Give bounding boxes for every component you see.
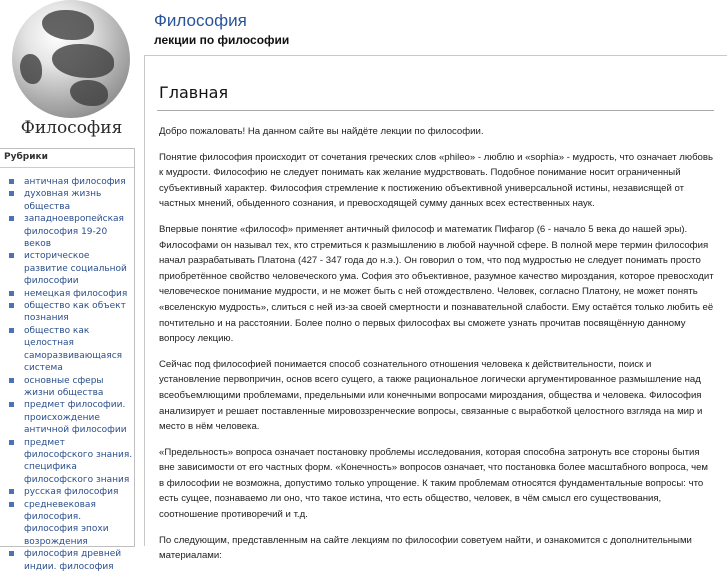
sidebar-item[interactable]: духовная жизнь общества — [0, 188, 134, 213]
sidebar-item[interactable]: предмет философского знания. специфика философского знания — [0, 437, 134, 487]
bullet-icon — [9, 440, 14, 445]
sidebar-item[interactable]: немецкая философия — [0, 288, 134, 300]
bullet-icon — [9, 253, 14, 258]
paragraph: Добро пожаловать! На данном сайте вы найдёте лекции по философии. — [159, 126, 484, 137]
sidebar-item[interactable]: основные сферы жизни общества — [0, 375, 134, 400]
sidebar-item[interactable]: философия древней индии. философия — [0, 548, 134, 573]
bullet-icon — [9, 502, 14, 507]
sidebar-item[interactable]: западноевропейская философия 19-20 веков — [0, 213, 134, 250]
bullet-icon — [9, 291, 14, 296]
site-title[interactable]: Философия — [154, 11, 247, 30]
logo-text: Философия — [20, 118, 123, 138]
main-content — [144, 55, 727, 562]
bullet-icon — [9, 489, 14, 494]
paragraph: Сейчас под философией понимается способ сознательного отношения человека к действительности, поиск и установление первопричин, основ всего сущего, а также рациональное логически аргументированное размышление над всеобъемлющими проблемами, предельными или конечными вопросами мироздания, общества и человека. Философия анализирует и решает поставленные мировоззренческие вопросы, связанные с выработкой целостного взгляда на мир и место в нём человека. — [159, 358, 703, 433]
article-text — [159, 124, 714, 574]
site-logo[interactable] — [0, 0, 143, 148]
sidebar-item[interactable]: средневековая философия. философия эпохи возрождения — [0, 499, 134, 549]
page-title: Главная — [159, 83, 229, 102]
globe-puzzle-icon — [12, 0, 130, 118]
sidebar-item[interactable]: предмет философии. происхождение античной философии — [0, 399, 134, 436]
bullet-icon — [9, 378, 14, 383]
sidebar-list — [0, 168, 134, 573]
sidebar-item[interactable]: историческое развитие социальной философии — [0, 250, 134, 287]
bullet-icon — [9, 402, 14, 407]
bullet-icon — [9, 179, 14, 184]
sidebar — [0, 148, 135, 572]
bullet-icon — [9, 303, 14, 308]
sidebar-item[interactable]: античная философия — [0, 176, 134, 188]
sidebar-heading: Рубрики — [0, 149, 134, 168]
sidebar-item[interactable]: общество как целостная саморазвивающаяся система — [0, 325, 134, 375]
paragraph: «Предельность» вопроса означает постановку проблемы исследования, которая способна затронуть все стороны бытия вне зависимости от его частных форм. «Конечность» вопросов означает, что постановка более масштабного вопроса, чем в философии не возможна, допустимо только упрощение. К таким проблемам относятся фундаментальные вопросы: что есть сущее, познаваемо ли оно, что такое истина, что есть общество, человек, в чём смысл его существования, соотношение противоречий и т.д. — [159, 446, 708, 521]
bullet-icon — [9, 216, 14, 221]
title-divider — [157, 110, 714, 111]
paragraph: По следующим, представленным на сайте лекциям по философии советуем найти, и ознакомится с дополнительными материалами: — [159, 534, 692, 562]
bullet-icon — [9, 551, 14, 556]
site-subtitle: лекции по философии — [154, 33, 290, 47]
paragraph: Впервые понятие «философ» применяет античный философ и математик Пифагор (6 - начало 5 века до нашей эры). Философами он называл тех, кто стремиться к размышлению в любой научной сфере. В полной мере термин философия начал разрабатывать Платона (427 - 347 года до н.э.). Он говорил о том, что под мудростью не следует понимать просто приобретённое свойство человеческого ума. София это объективное, разумное качество мироздания, которое превосходит человеческое понимание мудрости, и не может быть с ней отождествлено. Человек, согласно Платону, не может понять «вселенскую мудрость», слиться с ней из-за своей смертности и познавательной слабости. Ему остаётся только любить её почтительно и на расстоянии. Более полно о первых философах вы сможете узнать прочитав посвящённую данному вопросу лекцию. — [159, 223, 714, 345]
bullet-icon — [9, 328, 14, 333]
sidebar-item[interactable]: русская философия — [0, 486, 134, 498]
bullet-icon — [9, 191, 14, 196]
paragraph: Понятие философия происходит от сочетания греческих слов «phileo» - люблю и «sophia» - мудрость, что означает любовь к мудрости. Философию не следует понимать как желание мудрствовать. Подобное понимание носит ограниченный субъективный характер. Философия стремление к постижению объективной универсальной истины, независящей от частных мнений, обыденного сознания, и превосходящей сумму данных всех естественных наук. — [159, 151, 713, 210]
sidebar-item[interactable]: общество как объект познания — [0, 300, 134, 325]
